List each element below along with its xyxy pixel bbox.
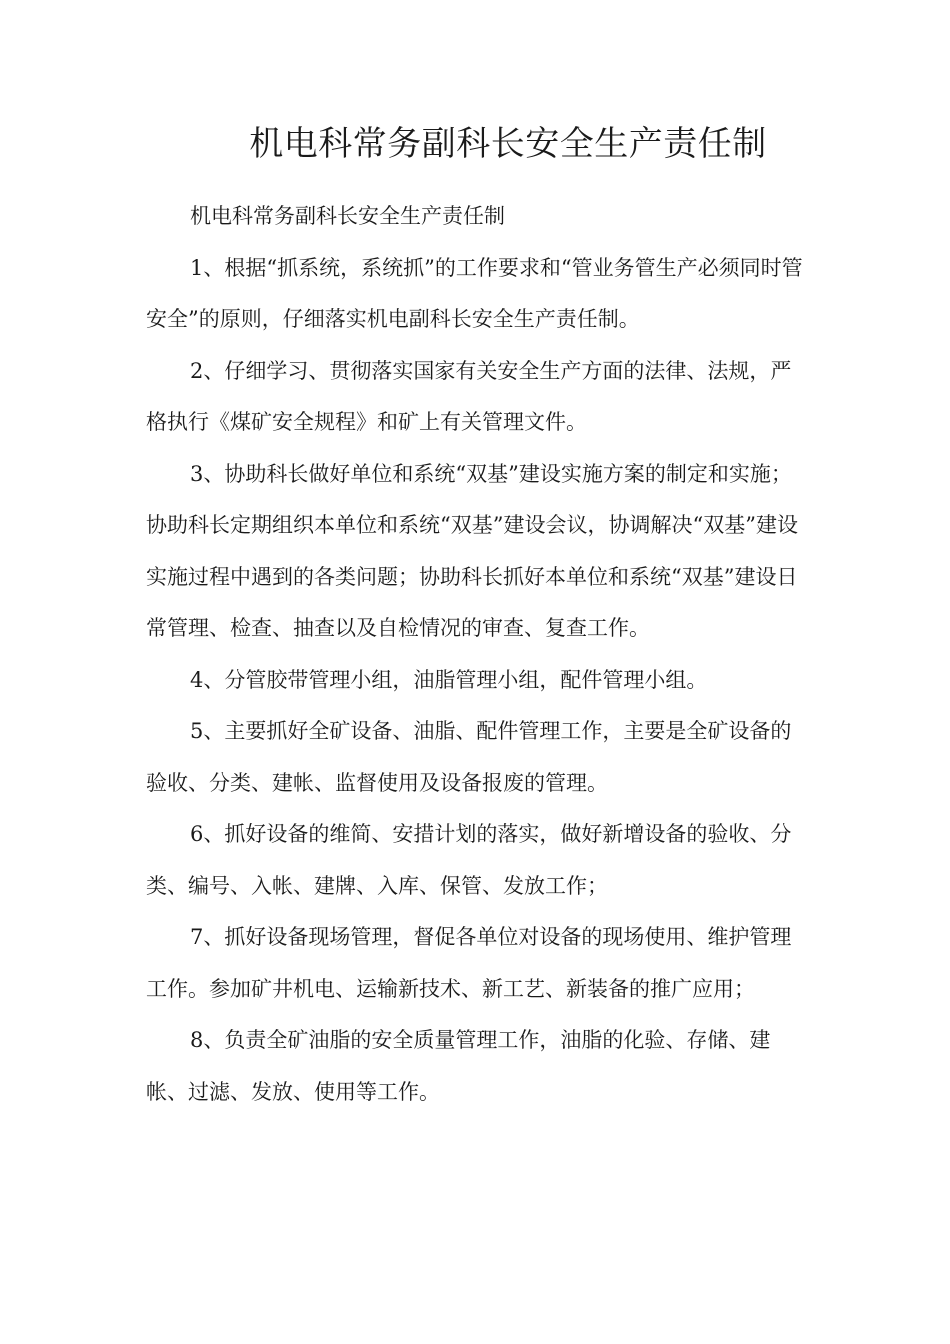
paragraph-8: 8、负责全矿油脂的安全质量管理工作，油脂的化验、存储、建帐、过滤、发放、使用等工作。 — [146, 1028, 771, 1104]
document-title: 机电科常务副科长安全生产责任制 — [249, 124, 767, 164]
document-body — [146, 191, 808, 1118]
paragraph-7: 7、抓好设备现场管理，督促各单位对设备的现场使用、维护管理工作。参加矿井机电、运输新技术、新工艺、新装备的推广应用； — [146, 925, 792, 1001]
paragraph-6: 6、抓好设备的维简、安措计划的落实，做好新增设备的验收、分类、编号、入帐、建牌、入库、保管、发放工作； — [146, 822, 792, 898]
paragraph-3: 3、协助科长做好单位和系统“双基”建设实施方案的制定和实施；协助科长定期组织本单位和系统“双基”建设会议，协调解决“双基”建设实施过程中遇到的各类问题；协助科长抓好本单位和系统“双基”建设日常管理、检查、抽查以及自检情况的审查、复查工作。 — [146, 461, 798, 640]
paragraph-4: 4、分管胶带管理小组，油脂管理小组，配件管理小组。 — [190, 667, 708, 692]
paragraph-5: 5、主要抓好全矿设备、油脂、配件管理工作，主要是全矿设备的验收、分类、建帐、监督使用及设备报废的管理。 — [146, 719, 792, 795]
paragraph-1: 1、根据“抓系统，系统抓”的工作要求和“管业务管生产必须同时管安全”的原则，仔细落实机电副科长安全生产责任制。 — [146, 255, 803, 331]
paragraph-2: 2、仔细学习、贯彻落实国家有关安全生产方面的法律、法规，严格执行《煤矿安全规程》和矿上有关管理文件。 — [146, 358, 792, 434]
subtitle-paragraph: 机电科常务副科长安全生产责任制 — [190, 204, 505, 228]
